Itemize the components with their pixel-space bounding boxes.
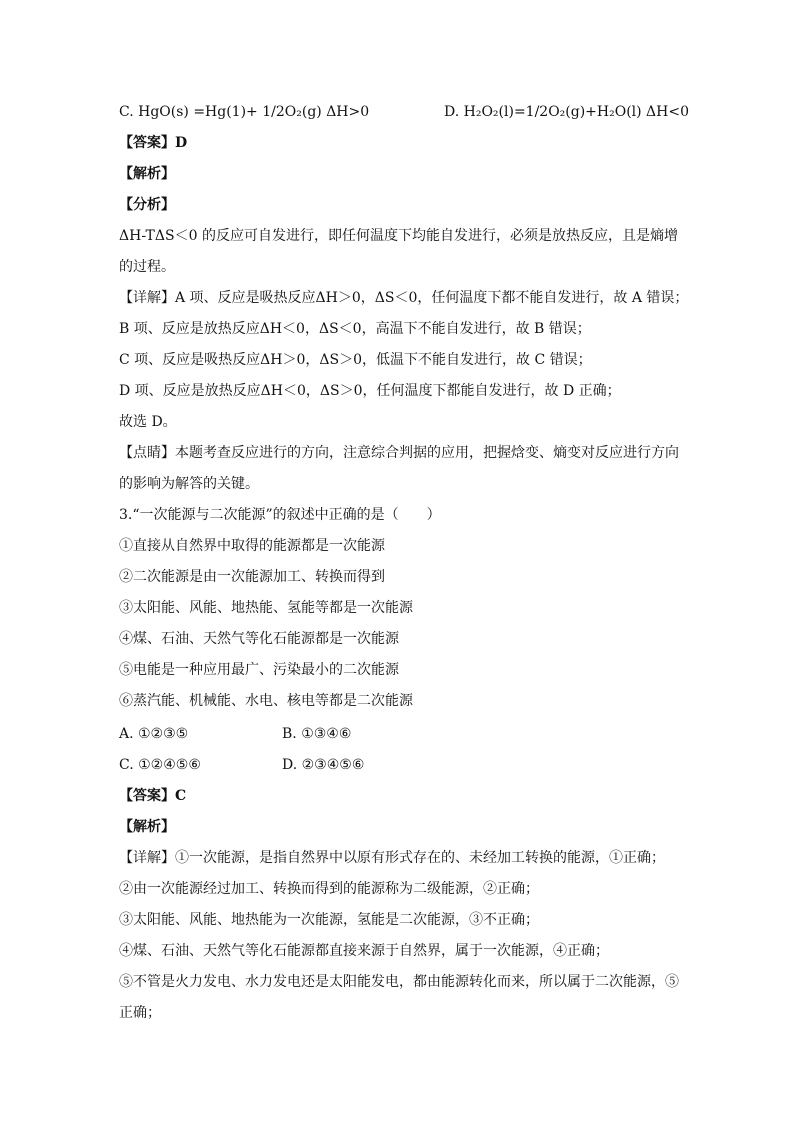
q3-option-b: B. ①③④⑥ — [282, 726, 352, 742]
q3-analysis-heading: 【解析】 — [119, 819, 175, 835]
q3-detail-line-4: ④煤、石油、天然气等化石能源都直接来源于自然界，属于一次能源，④正确； — [119, 943, 609, 959]
q3-item-6: ⑥蒸汽能、机械能、水电、核电等都是二次能源 — [119, 693, 413, 709]
q3-item-3: ③太阳能、风能、地热能、氢能等都是一次能源 — [119, 600, 413, 616]
q3-detail-line-2: ②由一次能源经过加工、转换而得到的能源称为二级能源，②正确； — [119, 881, 539, 897]
q3-detail-line-1: 【详解】①一次能源，是指自然界中以原有形式存在的、未经加工转换的能源，①正确； — [119, 850, 665, 866]
q3-answer: 【答案】C — [119, 788, 187, 804]
q2-analysis-line-1: ΔH-TΔS＜0 的反应可自发进行，即任何温度下均能自发进行，必须是放热反应，且是熵增 — [119, 228, 678, 244]
q2-analysis-line-2: 的过程。 — [119, 259, 175, 275]
q2-analysis-heading: 【解析】 — [119, 166, 175, 182]
q2-comment-line-2: 的影响为解答的关键。 — [119, 476, 259, 492]
q3-option-d: D. ②③④⑤⑥ — [282, 757, 365, 773]
q2-answer: 【答案】D — [119, 135, 188, 151]
q3-item-1: ①直接从自然界中取得的能源都是一次能源 — [119, 538, 385, 554]
q3-stem: 3.“一次能源与二次能源”的叙述中正确的是（ ） — [119, 507, 441, 523]
q3-option-a: A. ①②③⑤ — [119, 726, 189, 742]
q2-option-d: D. H₂O₂(l)=1/2O₂(g)+H₂O(l) ΔH<0 — [444, 104, 690, 120]
q2-detail-line-3: C 项、反应是吸热反应ΔH＞0，ΔS＞0，低温下不能自发进行，故 C 错误； — [119, 352, 592, 368]
q2-detail-line-2: B 项、反应是放热反应ΔH＜0，ΔS＜0，高温下不能自发进行，故 B 错误； — [119, 321, 591, 337]
q3-detail-line-5: ⑤不管是火力发电、水力发电还是太阳能发电，都由能源转化而来，所以属于二次能源，⑤ — [119, 974, 679, 990]
q2-comment-line-1: 【点睛】本题考查反应进行的方向，注意综合判据的应用，把握焓变、熵变对反应进行方向 — [119, 445, 679, 461]
q2-detail-line-5: 故选 D。 — [119, 414, 177, 430]
q2-detail-line-1: 【详解】A 项、反应是吸热反应ΔH＞0，ΔS＜0，任何温度下都不能自发进行，故 A 错误； — [119, 290, 689, 306]
q3-item-5: ⑤电能是一种应用最广、污染最小的二次能源 — [119, 662, 399, 678]
q2-option-c: C. HgO(s) =Hg(1)+ 1/2O₂(g) ΔH>0 — [119, 104, 370, 120]
q2-detail-line-4: D 项、反应是放热反应ΔH＜0，ΔS＞0，任何温度下都能自发进行，故 D 正确； — [119, 383, 621, 399]
q3-detail-line-6: 正确； — [119, 1005, 161, 1021]
q3-detail-line-3: ③太阳能、风能、地热能为一次能源，氢能是二次能源，③不正确； — [119, 912, 539, 928]
q3-item-4: ④煤、石油、天然气等化石能源都是一次能源 — [119, 631, 399, 647]
q3-item-2: ②二次能源是由一次能源加工、转换而得到 — [119, 569, 385, 585]
q3-option-c: C. ①②④⑤⑥ — [119, 757, 201, 773]
q2-analysis-subheading: 【分析】 — [119, 197, 175, 213]
